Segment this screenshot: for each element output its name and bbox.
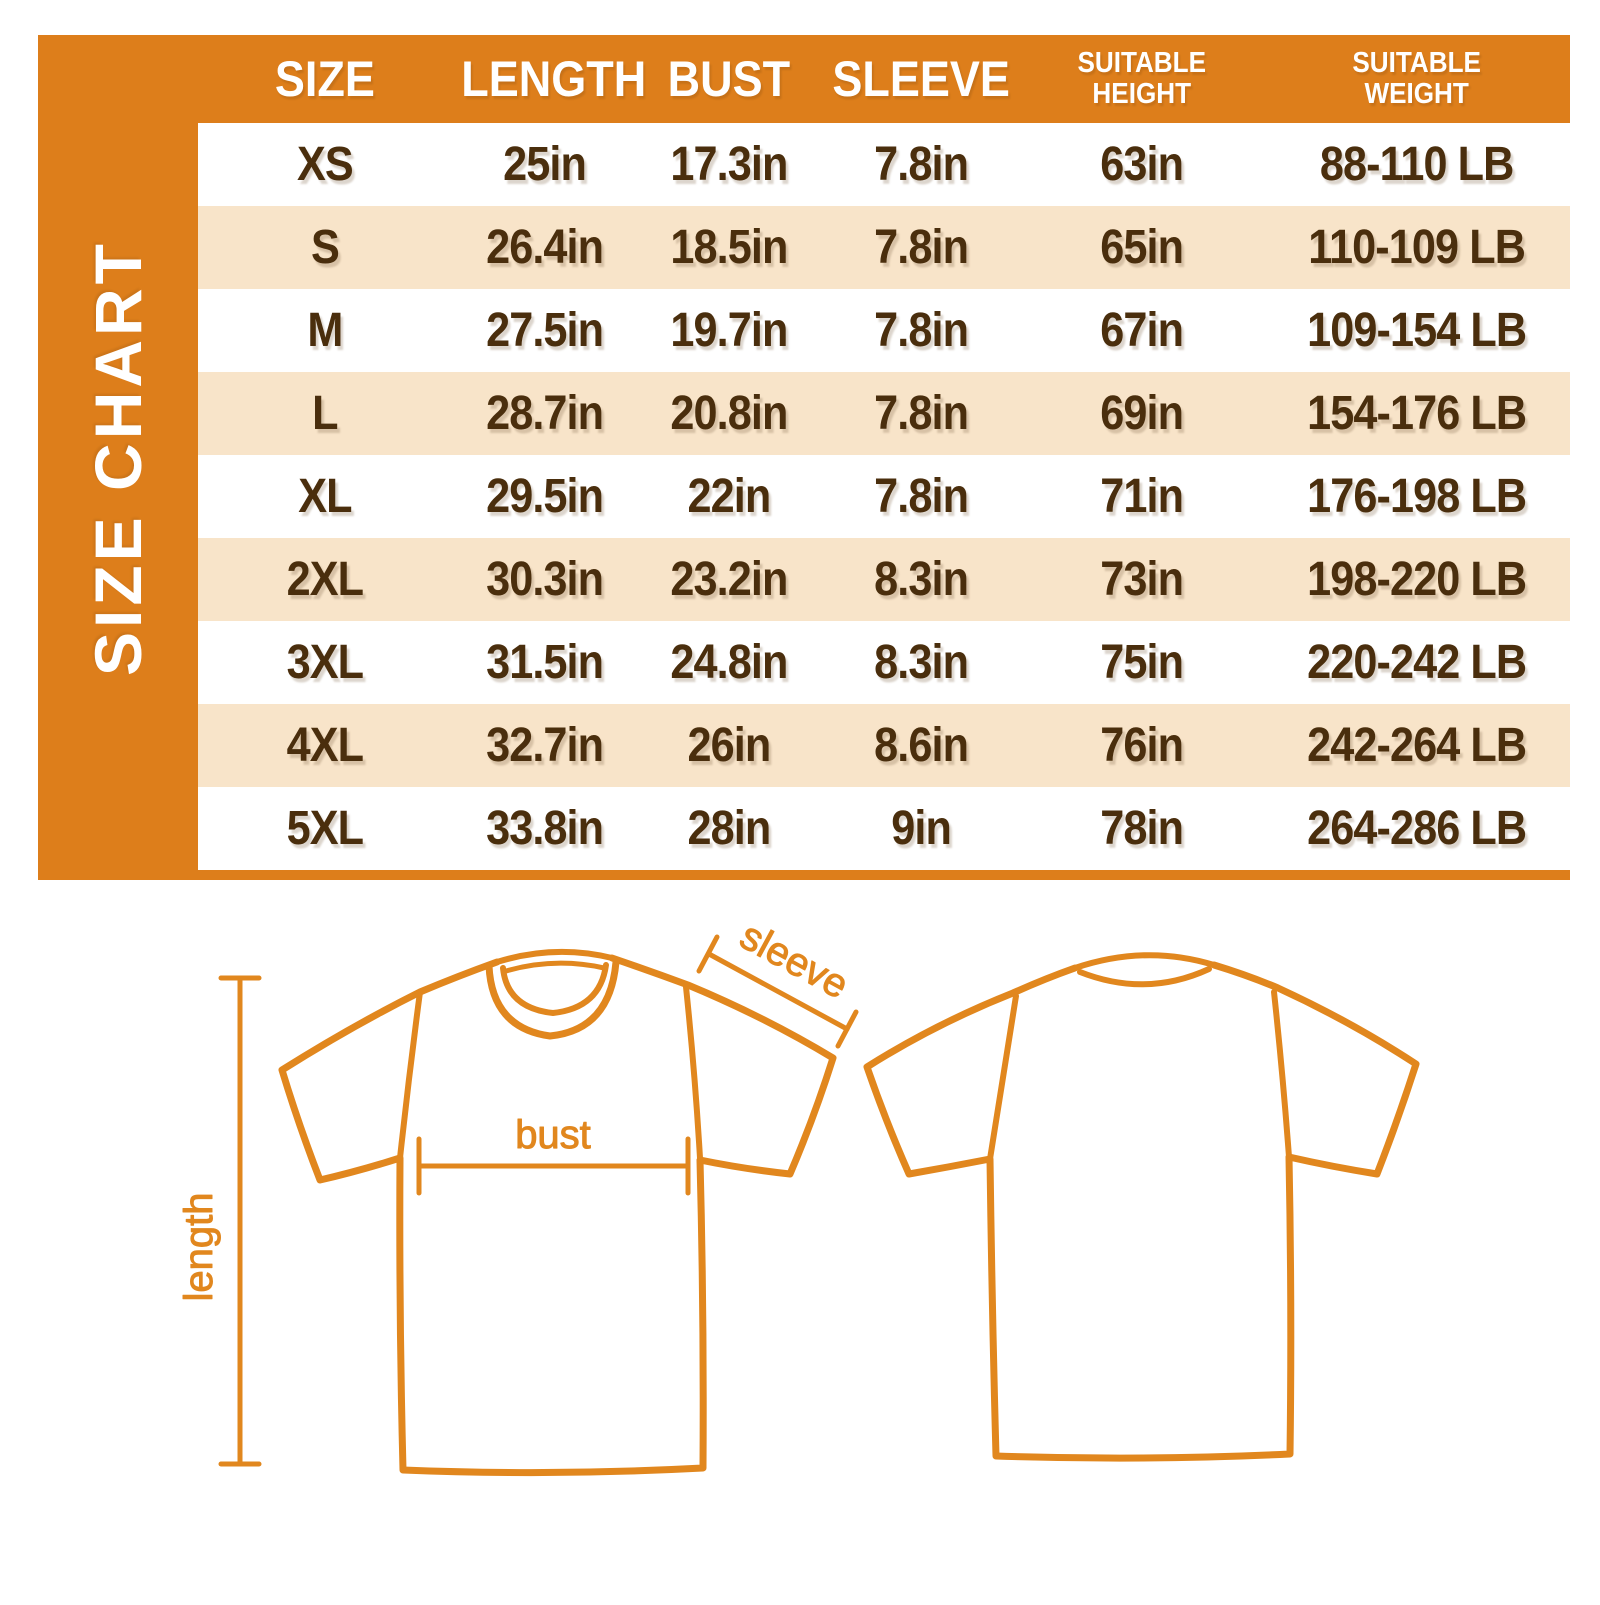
- cell-height: 71in: [1100, 469, 1184, 523]
- size-chart-panel: [38, 35, 1570, 880]
- cell-bust: 22in: [687, 469, 771, 523]
- cell-length: 26.4in: [485, 220, 603, 274]
- table-row-xs: [198, 123, 1570, 206]
- column-header-suitable-weight: SUITABLE WEIGHT: [1352, 46, 1481, 110]
- cell-size: 4XL: [286, 718, 364, 772]
- table-header-row: [198, 35, 1570, 123]
- cell-weight: 198-220 LB: [1306, 552, 1526, 606]
- cell-length: 32.7in: [485, 718, 603, 772]
- size-table: [198, 35, 1570, 880]
- cell-weight: 176-198 LB: [1306, 469, 1526, 523]
- column-header-bust: BUST: [667, 51, 791, 107]
- cell-bust: 19.7in: [670, 303, 788, 357]
- cell-height: 67in: [1100, 303, 1184, 357]
- cell-height: 76in: [1100, 718, 1184, 772]
- table-row-3xl: [198, 621, 1570, 704]
- table-row-m: [198, 289, 1570, 372]
- table-row-s: [198, 206, 1570, 289]
- cell-sleeve: 8.3in: [874, 635, 968, 689]
- cell-weight: 88-110 LB: [1319, 137, 1514, 191]
- sleeve-label: sleeve: [732, 913, 856, 1008]
- side-title-band: [38, 35, 198, 880]
- table-row-2xl: [198, 538, 1570, 621]
- cell-bust: 26in: [687, 718, 771, 772]
- cell-height: 78in: [1100, 801, 1184, 855]
- column-header-length: LENGTH: [461, 51, 647, 107]
- column-header-suitable-height: SUITABLE HEIGHT: [1077, 46, 1207, 110]
- cell-sleeve: 7.8in: [874, 220, 968, 274]
- cell-bust: 18.5in: [670, 220, 788, 274]
- table-row-l: [198, 372, 1570, 455]
- cell-size: XS: [296, 137, 353, 191]
- cell-length: 31.5in: [485, 635, 603, 689]
- cell-weight: 109-154 LB: [1306, 303, 1526, 357]
- cell-weight: 220-242 LB: [1306, 635, 1526, 689]
- cell-size: S: [310, 220, 339, 274]
- cell-bust: 17.3in: [670, 137, 788, 191]
- cell-weight: 110-109 LB: [1307, 220, 1525, 274]
- cell-size: M: [307, 303, 343, 357]
- tshirt-back-outline: [867, 955, 1416, 1458]
- cell-length: 25in: [502, 137, 586, 191]
- cell-sleeve: 8.6in: [874, 718, 968, 772]
- cell-height: 73in: [1100, 552, 1184, 606]
- cell-length: 33.8in: [485, 801, 603, 855]
- cell-size: 5XL: [286, 801, 364, 855]
- cell-weight: 154-176 LB: [1306, 386, 1526, 440]
- column-header-size: SIZE: [274, 51, 375, 107]
- cell-sleeve: 7.8in: [874, 469, 968, 523]
- cell-sleeve: 9in: [891, 801, 951, 855]
- cell-bust: 23.2in: [670, 552, 788, 606]
- cell-weight: 242-264 LB: [1306, 718, 1526, 772]
- length-label: length: [177, 1192, 221, 1302]
- tshirt-diagram-svg: [0, 900, 1600, 1600]
- cell-height: 75in: [1100, 635, 1184, 689]
- cell-bust: 20.8in: [670, 386, 788, 440]
- cell-sleeve: 7.8in: [874, 386, 968, 440]
- bust-label: bust: [515, 1113, 591, 1157]
- table-row-5xl: [198, 787, 1570, 870]
- cell-length: 28.7in: [485, 386, 603, 440]
- cell-size: 2XL: [286, 552, 364, 606]
- cell-size: L: [312, 386, 338, 440]
- cell-size: XL: [298, 469, 352, 523]
- cell-sleeve: 7.8in: [874, 303, 968, 357]
- tshirt-front-outline: [282, 952, 833, 1473]
- table-row-4xl: [198, 704, 1570, 787]
- cell-length: 27.5in: [485, 303, 603, 357]
- length-measure-line: [221, 978, 259, 1464]
- measurement-diagram: [0, 900, 1600, 1600]
- table-row-xl: [198, 455, 1570, 538]
- cell-sleeve: 7.8in: [874, 137, 968, 191]
- cell-weight: 264-286 LB: [1306, 801, 1526, 855]
- chart-title: SIZE CHART: [81, 239, 155, 676]
- cell-height: 63in: [1100, 137, 1184, 191]
- cell-size: 3XL: [286, 635, 364, 689]
- cell-sleeve: 8.3in: [874, 552, 968, 606]
- cell-bust: 24.8in: [670, 635, 788, 689]
- cell-length: 29.5in: [485, 469, 603, 523]
- cell-bust: 28in: [687, 801, 771, 855]
- cell-length: 30.3in: [485, 552, 603, 606]
- cell-height: 69in: [1100, 386, 1184, 440]
- cell-height: 65in: [1100, 220, 1184, 274]
- column-header-sleeve: SLEEVE: [832, 51, 1010, 107]
